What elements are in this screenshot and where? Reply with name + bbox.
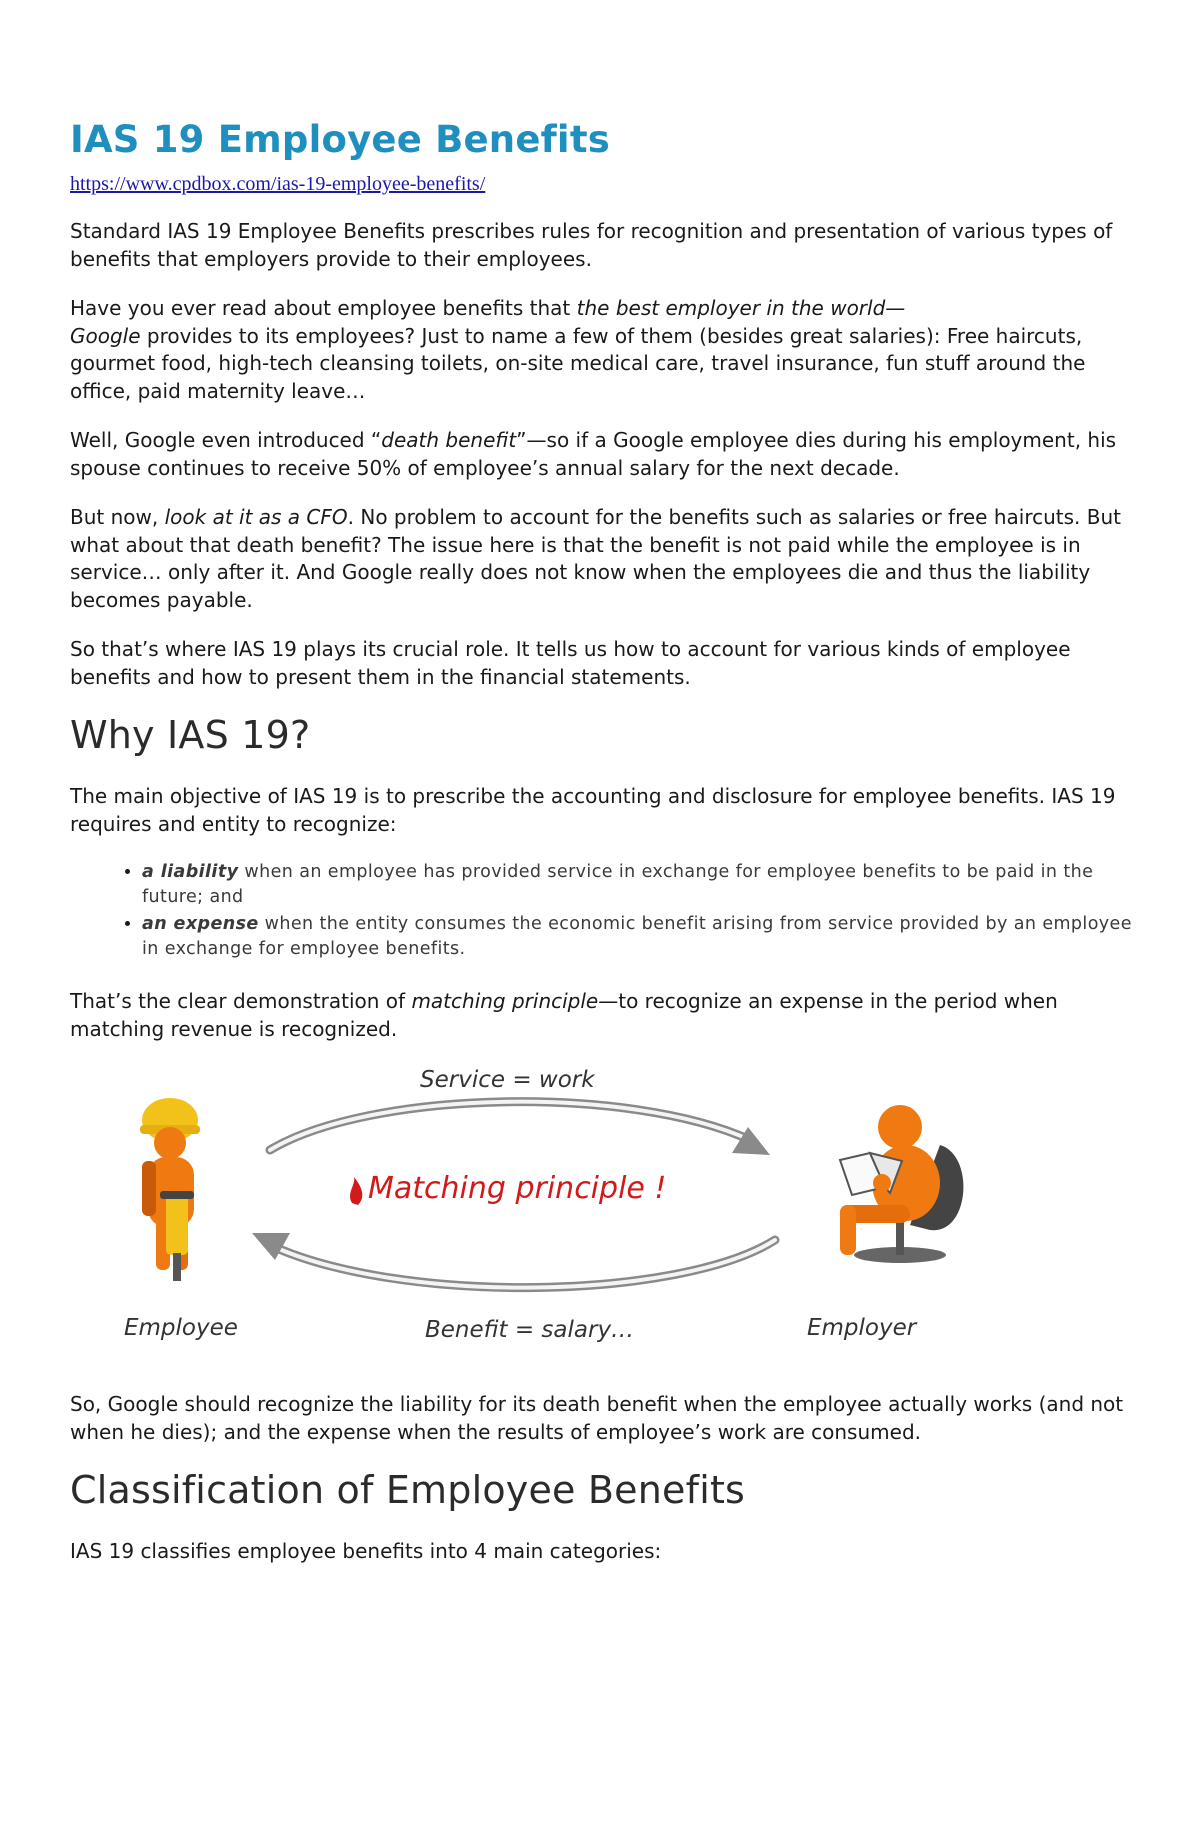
- intro-p2-text-b: provides to its employees? Just to name a few of them (besides great salaries): Free haircuts, gourmet food, high-tech cleansing toilets, on-site medical care, travel insurance, fun stuff around the office, paid maternity leave…: [70, 323, 1086, 403]
- figure-center-label: Matching principle !: [368, 1171, 667, 1206]
- list-item: [142, 860, 1134, 910]
- intro-p4-emphasis: look at it as a CFO: [164, 505, 348, 529]
- flame-icon: [350, 1177, 362, 1205]
- figure-left-label: Employee: [124, 1315, 238, 1341]
- matching-principle-figure: [70, 1065, 1134, 1365]
- service-arrow: [270, 1102, 750, 1150]
- employee-figure: [140, 1098, 200, 1281]
- intro-p4-text-a: But now,: [70, 505, 165, 529]
- why-heading: Why IAS 19?: [70, 713, 311, 757]
- intro-p2-emphasis-2: Google: [70, 323, 141, 348]
- intro-p3-text-b: ”—so if a Google employee dies during his employment, his spouse continues to receive 50% of employee’s annual salary for the next decade.: [70, 428, 1117, 480]
- intro-p2-emphasis-1: the best employer in the world—: [576, 296, 906, 320]
- bullet-text: when the entity consumes the economic benefit arising from service provided by an employee in exchange for employee benefits.: [142, 914, 1132, 959]
- intro-paragraph-1: Standard IAS 19 Employee Benefits prescribes rules for recognition and presentation of various types of benefits that employers provide to their employees.: [70, 219, 1113, 271]
- why-p2-emphasis: matching principle: [411, 989, 599, 1013]
- benefit-arrow: [270, 1240, 775, 1288]
- figure-top-label: Service = work: [420, 1067, 595, 1093]
- after-figure-paragraph: So, Google should recognize the liability for its death benefit when the employee actually works (and not when he dies); and the expense when the results of employee’s work are consumed.: [70, 1392, 1124, 1444]
- intro-p2-text-a: Have you ever read about employee benefits that: [70, 296, 577, 320]
- why-paragraph-1: The main objective of IAS 19 is to prescribe the accounting and disclosure for employee benefits. IAS 19 requires and entity to recognize:: [70, 784, 1116, 836]
- why-p2-text-b: —to recognize an expense in the period when matching revenue is recognized.: [70, 989, 1058, 1041]
- classification-heading: Classification of Employee Benefits: [70, 1468, 746, 1512]
- bullet-text: when an employee has provided service in exchange for employee benefits to be paid in the future; and: [142, 862, 1094, 907]
- document-page: [70, 118, 1134, 1588]
- source-link[interactable]: https://www.cpdbox.com/ias-19-employee-benefits/: [70, 173, 486, 195]
- intro-paragraph-4: [70, 504, 1134, 614]
- figure-bottom-label: Benefit = salary…: [425, 1317, 635, 1343]
- list-item: [142, 912, 1134, 962]
- why-p2-text-a: That’s the clear demonstration of: [70, 989, 412, 1013]
- why-paragraph-2: [70, 988, 1134, 1043]
- intro-p3-emphasis: death benefit: [381, 428, 517, 452]
- bullet-term: a liability: [142, 862, 239, 882]
- intro-paragraph-3: [70, 427, 1134, 482]
- intro-paragraph-5: So that’s where IAS 19 plays its crucial role. It tells us how to account for various kinds of employee benefits and how to present them in the financial statements.: [70, 637, 1071, 689]
- page-title: IAS 19 Employee Benefits: [70, 118, 610, 161]
- employer-figure: [840, 1105, 963, 1263]
- bullet-term: an expense: [142, 914, 259, 934]
- figure-right-label: Employer: [807, 1315, 917, 1341]
- intro-p4-text-b: . No problem to account for the benefits such as salaries or free haircuts. But what about that death benefit? The issue here is that the benefit is not paid while the employee is in service… only after it. And Google really does not know when the employees die and thus the liability becomes payable.: [70, 505, 1121, 612]
- intro-paragraph-2: [70, 295, 1134, 405]
- intro-p3-text-a: Well, Google even introduced “: [70, 428, 382, 452]
- benefit-arrow-inner: [270, 1240, 775, 1288]
- classification-paragraph: IAS 19 classifies employee benefits into 4 main categories:: [70, 1539, 662, 1563]
- recognition-list: [70, 860, 1134, 962]
